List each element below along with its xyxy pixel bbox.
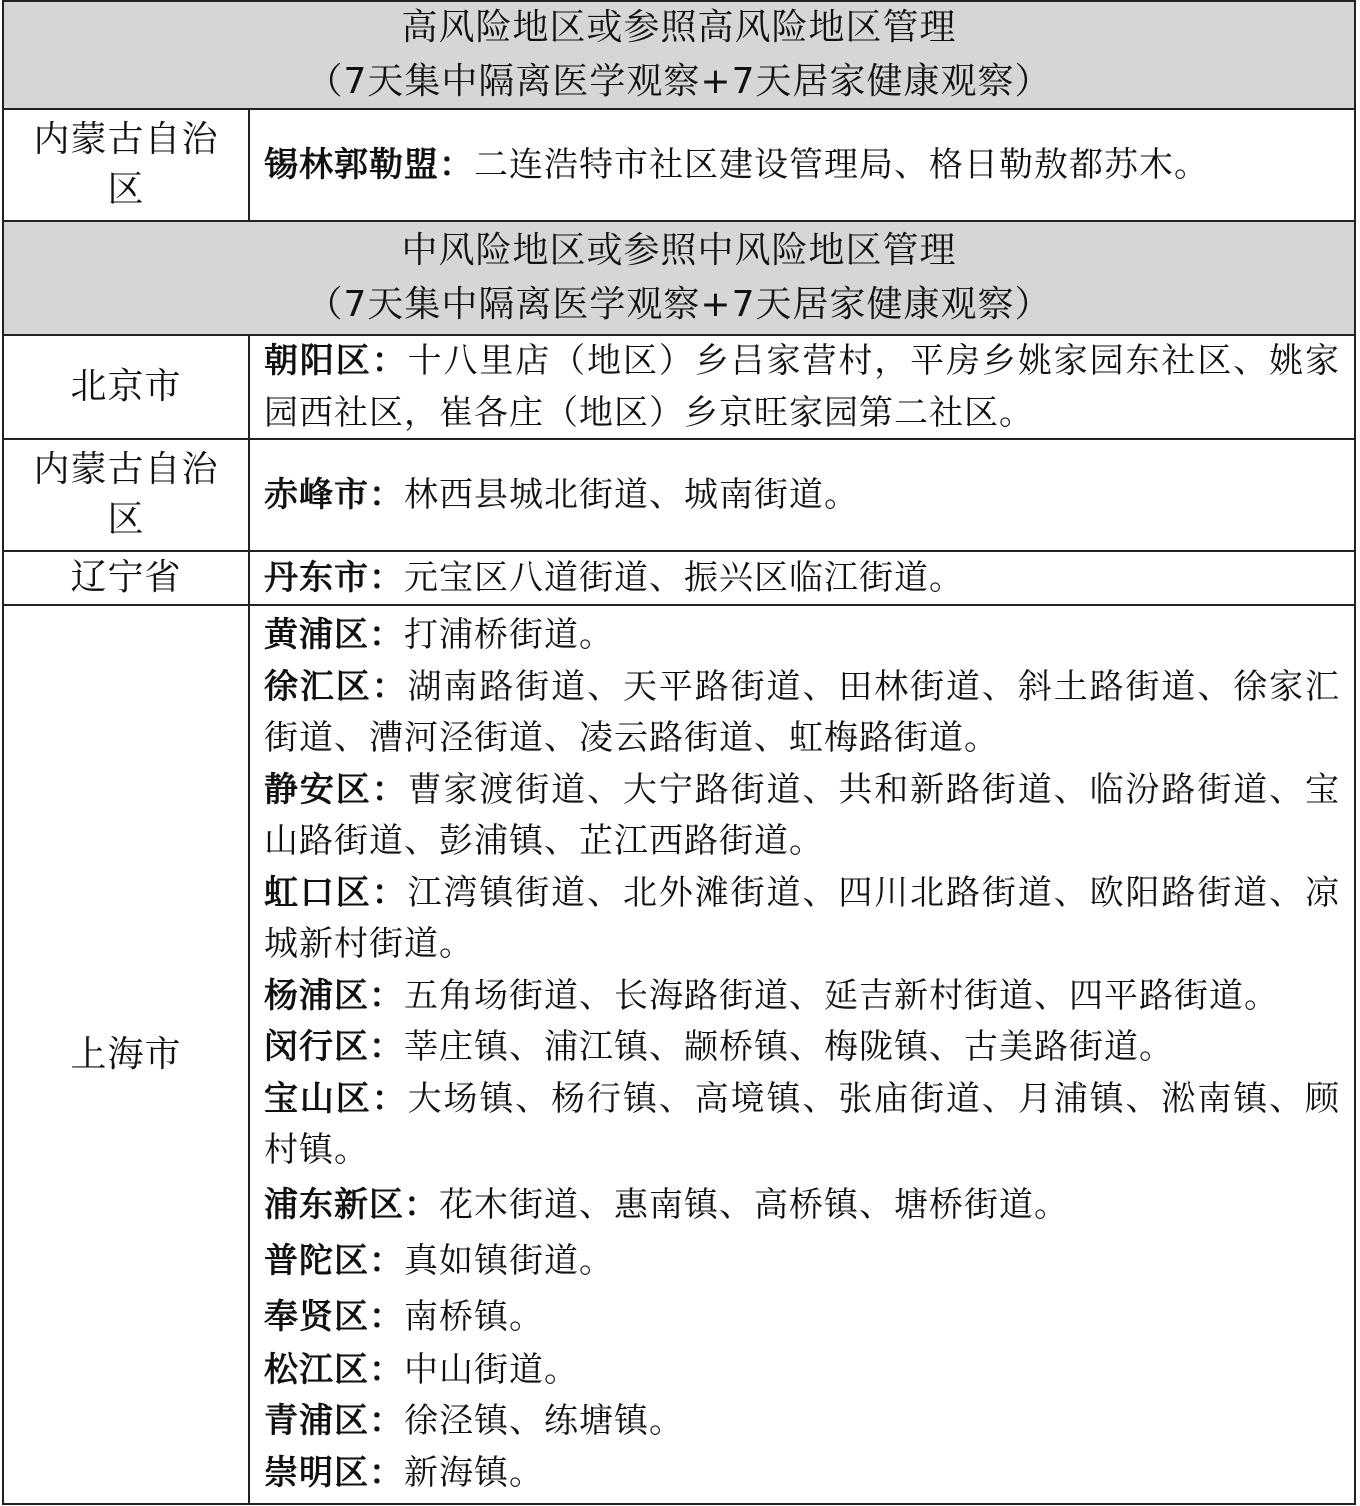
area-label: 虹口区： (264, 872, 408, 913)
area-entry (264, 662, 1340, 765)
table-row (4, 552, 1354, 606)
area-entry (264, 1345, 1340, 1397)
area-label: 普陀区： (264, 1240, 404, 1281)
area-text: 打浦桥街道。 (404, 615, 614, 655)
province-cell: 北京市 (4, 336, 250, 438)
risk-area-table (2, 0, 1356, 1505)
area-label: 赤峰市： (264, 475, 404, 515)
area-text: 莘庄镇、浦江镇、颛桥镇、梅陇镇、古美路街道。 (404, 1027, 1174, 1067)
detail-cell (264, 110, 1340, 220)
area-entry (264, 1396, 1340, 1448)
area-label: 青浦区： (264, 1401, 404, 1441)
area-entry (264, 335, 1340, 439)
area-entry (264, 139, 1340, 191)
area-label: 丹东市： (264, 558, 404, 598)
area-text: 曹家渡街道、大宁路街道、共和新路街道、临汾路街道、宝山路街道、彭浦镇、芷江西路街道。 (264, 769, 1341, 861)
area-text: 真如镇街道。 (404, 1240, 614, 1281)
table-row (4, 336, 1354, 440)
area-entry (264, 868, 1340, 971)
medium-risk-subtitle: （7天集中隔离医学观察+7天居家健康观察） (306, 284, 1052, 325)
area-text: 元宝区八道街道、振兴区临江街道。 (404, 558, 964, 598)
area-entry (264, 552, 1340, 604)
area-label: 闵行区： (264, 1027, 404, 1067)
high-risk-header (4, 2, 1354, 110)
area-text: 大场镇、杨行镇、高境镇、张庙街道、月浦镇、淞南镇、顾村镇。 (264, 1078, 1341, 1170)
area-label: 宝山区： (264, 1078, 408, 1119)
area-text: 徐泾镇、练塘镇。 (404, 1401, 684, 1441)
table-row (4, 606, 1354, 1503)
area-label: 崇明区： (264, 1452, 404, 1493)
high-risk-title: 高风险地区或参照高风险地区管理 (401, 7, 957, 48)
area-text: 南桥镇。 (404, 1296, 544, 1337)
area-text: 新海镇。 (404, 1452, 544, 1493)
area-text: 十八里店（地区）乡吕家营村，平房乡姚家园东社区、姚家园西社区，崔各庄（地区）乡京旺家园第二社区。 (264, 341, 1341, 433)
medium-risk-header (4, 222, 1354, 336)
province-cell: 辽宁省 (4, 552, 250, 604)
area-entry (264, 1448, 1340, 1500)
area-text: 中山街道。 (404, 1349, 579, 1390)
detail-cell (264, 552, 1340, 604)
detail-cell (264, 336, 1340, 438)
area-text: 花木街道、惠南镇、高桥镇、塘桥街道。 (439, 1184, 1069, 1225)
detail-cell (264, 606, 1340, 1503)
table-row (4, 440, 1354, 552)
area-text: 湖南路街道、天平路街道、田林街道、斜土路街道、徐家汇街道、漕河泾街道、凌云路街道、虹梅路街道。 (264, 666, 1341, 758)
area-entry (264, 1289, 1340, 1345)
area-text: 江湾镇街道、北外滩街道、四川北路街道、欧阳路街道、凉城新村街道。 (264, 872, 1341, 964)
area-entry (264, 1074, 1340, 1177)
area-label: 静安区： (264, 769, 408, 810)
area-entry (264, 1177, 1340, 1233)
area-entry (264, 1233, 1340, 1289)
area-entry (264, 610, 1340, 662)
area-label: 杨浦区： (264, 975, 404, 1016)
area-text: 林西县城北街道、城南街道。 (404, 475, 859, 515)
high-risk-subtitle: （7天集中隔离医学观察+7天居家健康观察） (306, 61, 1052, 102)
table-row (4, 110, 1354, 222)
area-label: 奉贤区： (264, 1296, 404, 1337)
province-cell: 内蒙古自治区 (4, 110, 250, 220)
area-label: 松江区： (264, 1349, 404, 1390)
area-entry (264, 971, 1340, 1023)
area-text: 二连浩特市社区建设管理局、格日勒敖都苏木。 (474, 145, 1209, 185)
area-text: 五角场街道、长海路街道、延吉新村街道、四平路街道。 (404, 975, 1279, 1016)
area-label: 锡林郭勒盟： (264, 145, 474, 185)
area-label: 徐汇区： (264, 666, 408, 707)
area-entry (264, 765, 1340, 868)
province-cell: 上海市 (4, 606, 250, 1503)
area-entry (264, 1022, 1340, 1074)
medium-risk-title: 中风险地区或参照中风险地区管理 (401, 230, 957, 271)
area-entry (264, 469, 1340, 521)
area-label: 朝阳区： (264, 341, 408, 381)
province-cell: 内蒙古自治区 (4, 440, 250, 550)
area-label: 黄浦区： (264, 615, 404, 655)
area-label: 浦东新区： (264, 1184, 439, 1225)
detail-cell (264, 440, 1340, 550)
